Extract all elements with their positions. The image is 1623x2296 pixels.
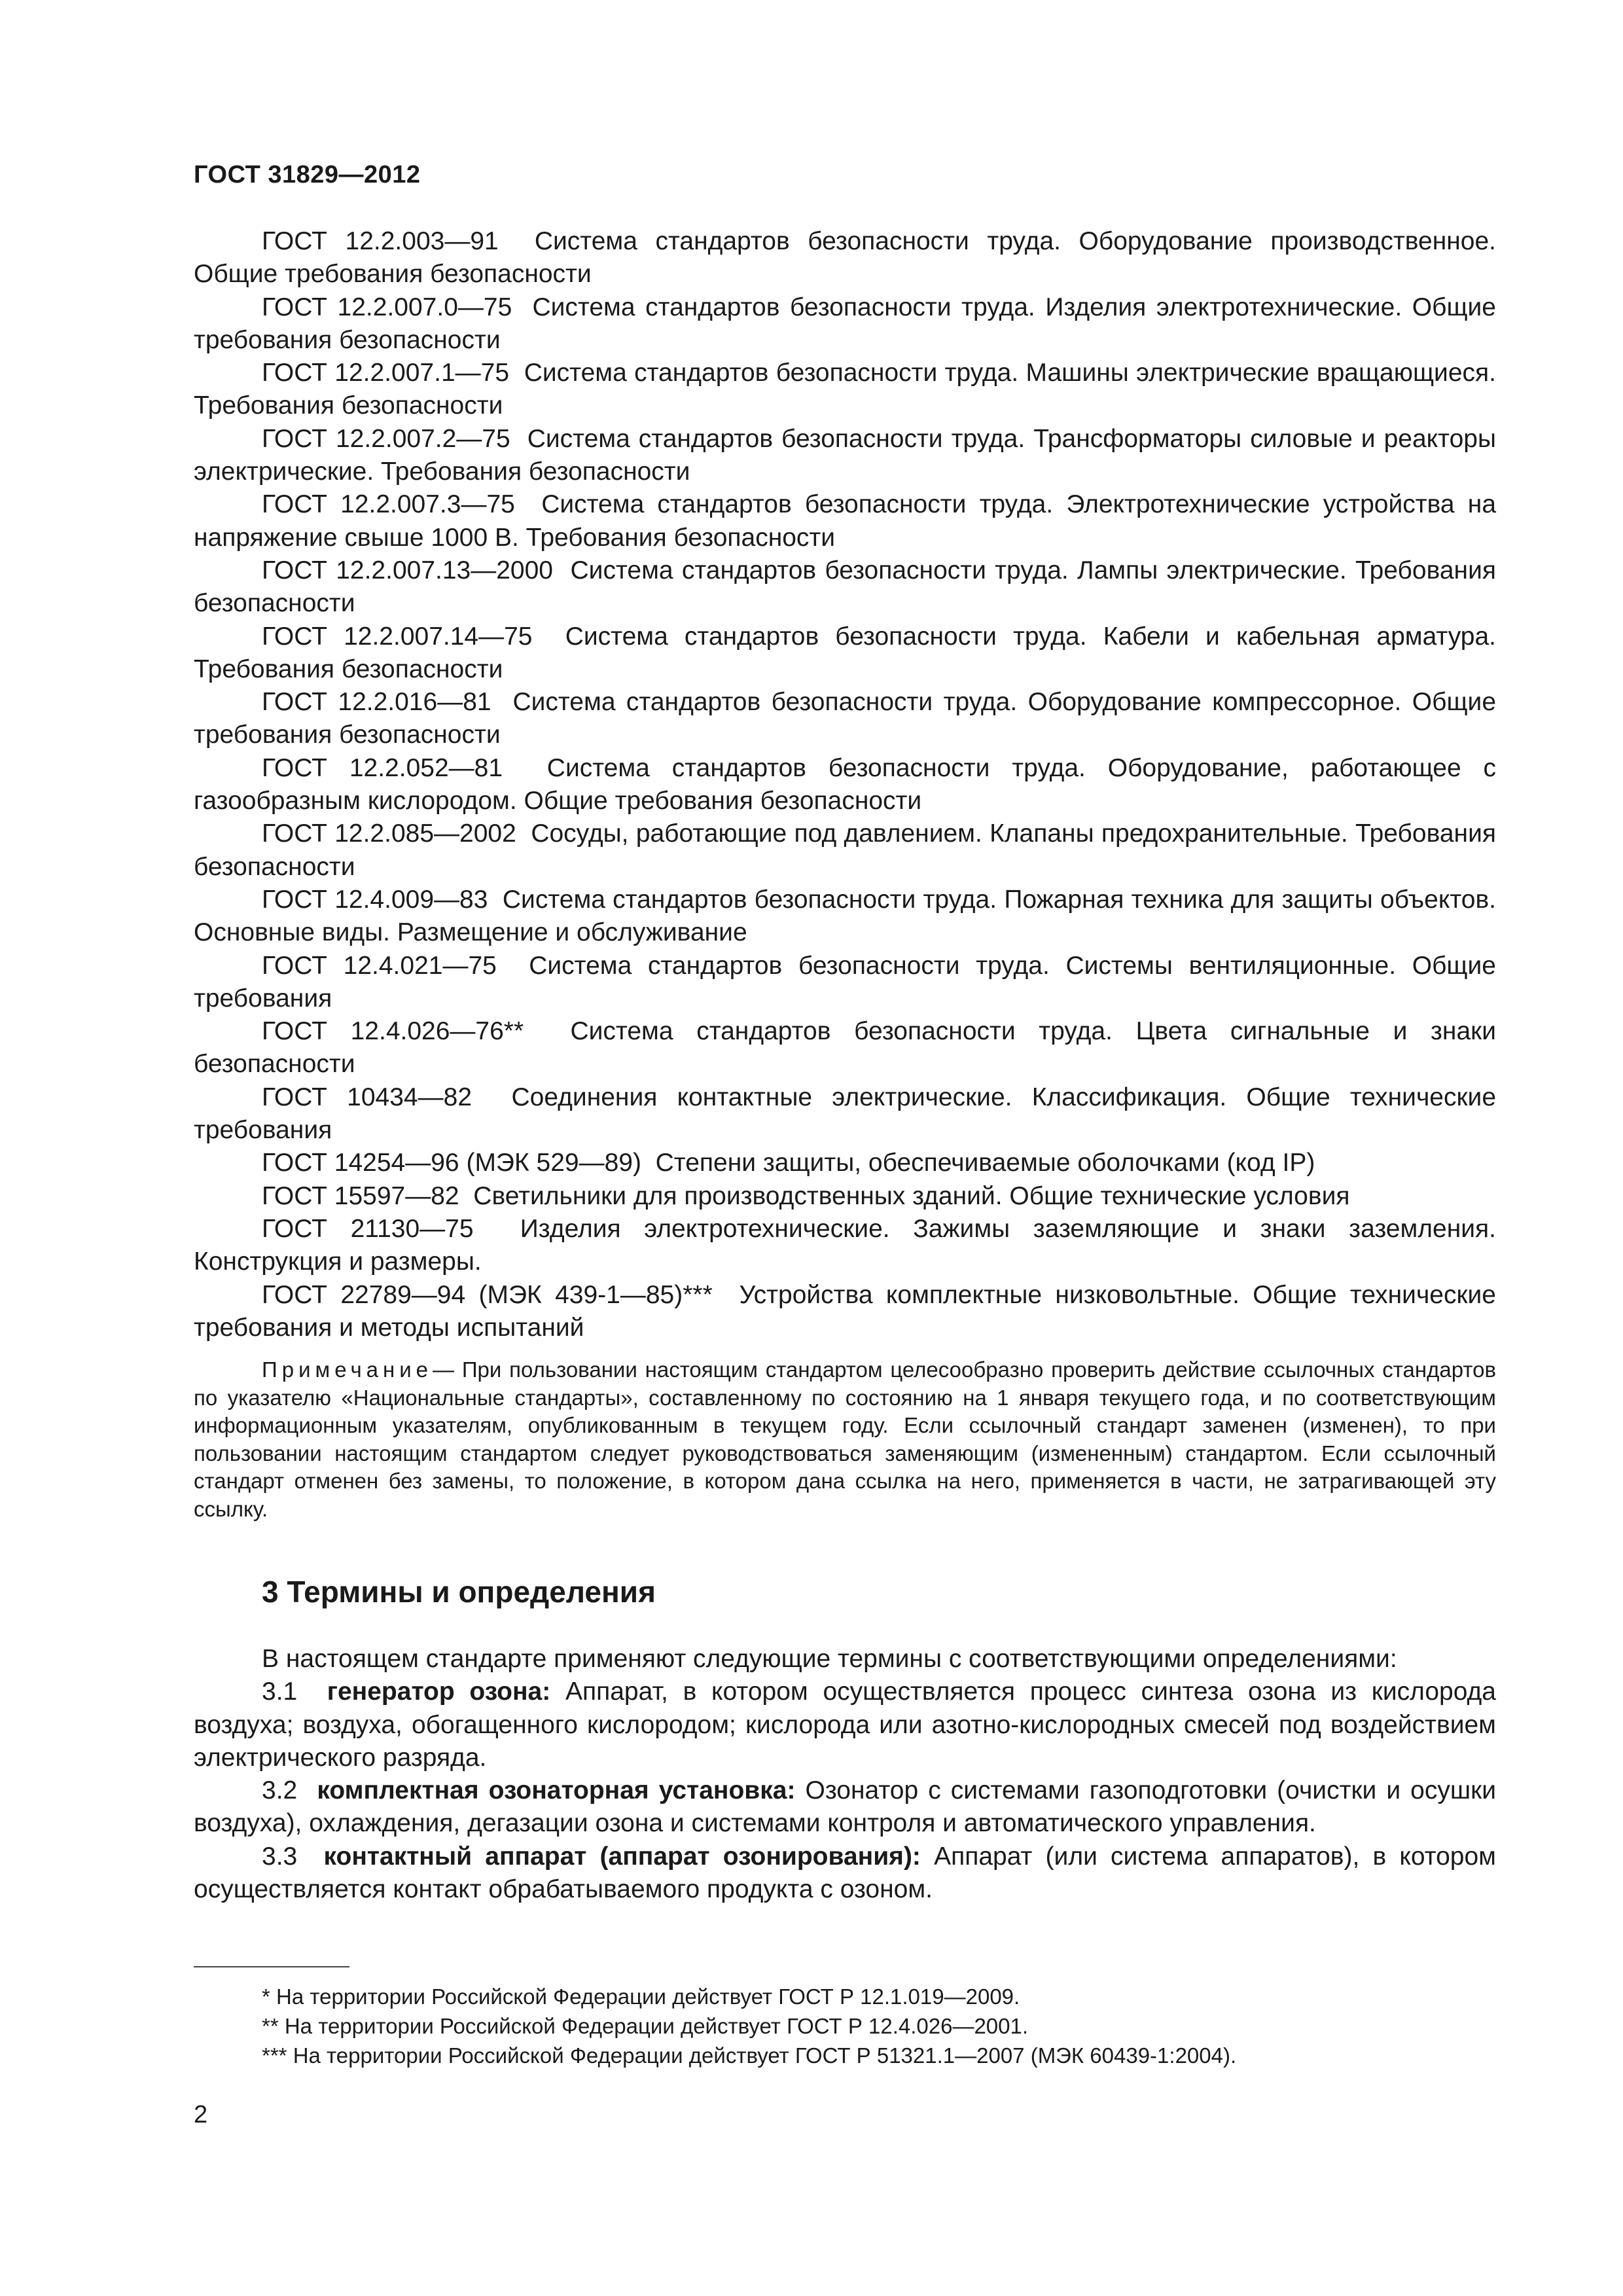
reference-title: Система стандартов безопасности труда. Машины электрические вращающиеся. Требования безопасности: [194, 359, 1496, 420]
reference-title: Соединения контактные электрические. Классификация. Общие технические требования: [194, 1083, 1497, 1145]
reference-code: ГОСТ 10434—82: [262, 1083, 473, 1111]
terms-definitions: [194, 1643, 1496, 1906]
term-name: комплектная озонаторная установка:: [317, 1776, 796, 1805]
reference-code: ГОСТ 21130—75: [262, 1214, 474, 1243]
reference-code: ГОСТ 12.2.016—81: [262, 688, 491, 717]
term-definition: Аппарат (или система аппаратов), в котором осуществляется контакт обрабатываемого продукта с озоном.: [194, 1842, 1496, 1904]
footnotes: [262, 1982, 1505, 2070]
reference-title: Система стандартов безопасности труда. Трансформаторы силовые и реакторы электрические. Требования безопасности: [194, 424, 1497, 486]
reference-item: [194, 357, 1496, 423]
term-number: 3.1: [262, 1677, 298, 1706]
reference-item: [194, 1213, 1496, 1279]
reference-code: ГОСТ 12.2.007.2—75: [262, 424, 510, 453]
reference-code: ГОСТ 12.2.007.3—75: [262, 490, 515, 519]
reference-title: Система стандартов безопасности труда. Оборудование компрессорное. Общие требования безопасности: [194, 688, 1497, 749]
reference-code: ГОСТ 12.2.007.0—75: [262, 293, 512, 321]
reference-title: Система стандартов безопасности труда. Оборудование производственное. Общие требования безопасности: [194, 227, 1496, 289]
section-heading: 3 Термины и определения: [262, 1575, 656, 1609]
reference-code: ГОСТ 12.2.007.13—2000: [262, 556, 553, 584]
term-entry: [194, 1840, 1496, 1907]
references-note: [194, 1356, 1496, 1524]
reference-title: Система стандартов безопасности труда. Цвета сигнальные и знаки безопасности: [194, 1017, 1496, 1079]
reference-code: ГОСТ 12.2.085—2002: [262, 819, 516, 848]
reference-item: [194, 1180, 1496, 1213]
reference-code: ГОСТ 12.2.007.1—75: [262, 359, 510, 387]
reference-item: [194, 423, 1496, 489]
term-entry: [194, 1774, 1496, 1840]
term-name: генератор озона:: [327, 1677, 551, 1706]
footnote-separator: [194, 1966, 349, 1967]
reference-item: [194, 1081, 1496, 1147]
reference-item: [194, 225, 1496, 291]
reference-item: [194, 950, 1496, 1016]
term-definition: Аппарат, в котором осуществляется процесс синтеза озона из кислорода воздуха; воздуха, обогащенного кислородом; кислорода или азотно-кислородных смесей под воздействием электрического разряда.: [194, 1677, 1496, 1772]
note-text: — При пользовании настоящим стандартом целесообразно проверить действие ссылочных стандартов по указателю «Национальные стандарты», составленному по состоянию на 1 января текущего года, и по соответствующим информационным указателям, опубликованным в текущем году. Если ссылочный стандарт заменен (изменен), то при пользовании настоящим стандартом следует руководствоваться заменяющим (измененным) стандартом. Если ссылочный стандарт отменен без замены, то положение, в котором дана ссылка на него, применяется в части, не затрагивающей эту ссылку.: [194, 1357, 1496, 1521]
reference-title: Система стандартов безопасности труда. Изделия электротехнические. Общие требования безопасности: [194, 293, 1497, 354]
reference-title: Сосуды, работающие под давлением. Клапаны предохранительные. Требования безопасности: [194, 819, 1496, 881]
reference-code: ГОСТ 15597—82: [262, 1181, 459, 1210]
footnote: ** На территории Российской Федерации действует ГОСТ Р 12.4.026—2001.: [262, 2014, 1029, 2038]
reference-code: ГОСТ 22789—94 (МЭК 439-1—85)***: [262, 1280, 713, 1309]
reference-title: Устройства комплектные низковольтные. Общие технические требования и методы испытаний: [194, 1280, 1497, 1342]
reference-code: ГОСТ 12.4.021—75: [262, 951, 497, 980]
reference-code: ГОСТ 14254—96 (МЭК 529—89): [262, 1149, 641, 1177]
reference-title: Система стандартов безопасности труда. Кабели и кабельная арматура. Требования безопасности: [194, 622, 1497, 683]
reference-title: Система стандартов безопасности труда. Лампы электрические. Требования безопасности: [194, 556, 1496, 618]
reference-item: [194, 884, 1496, 950]
reference-item: [194, 554, 1496, 620]
reference-item: [194, 817, 1496, 884]
footnote: * На территории Российской Федерации действует ГОСТ Р 12.1.019—2009.: [262, 1984, 1020, 2009]
reference-item: [194, 1279, 1496, 1345]
reference-item: [194, 620, 1496, 687]
note-label: Примечание: [262, 1357, 433, 1382]
term-name: контактный аппарат (аппарат озонирования):: [323, 1842, 921, 1871]
page-number: 2: [194, 2101, 208, 2128]
reference-item: [194, 1015, 1496, 1081]
reference-code: ГОСТ 12.2.003—91: [262, 227, 499, 255]
note-paragraph: [194, 1356, 1496, 1524]
term-definition: Озонатор с системами газоподготовки (очистки и осушки воздуха), охлаждения, дегазации озона и системами контроля и автоматического управления.: [194, 1776, 1496, 1838]
term-entry: [194, 1676, 1496, 1774]
reference-code: ГОСТ 12.4.009—83: [262, 885, 488, 914]
term-number: 3.3: [262, 1842, 298, 1871]
reference-item: [194, 291, 1496, 357]
reference-title: Степени защиты, обеспечиваемые оболочками (код IP): [655, 1149, 1315, 1177]
document-code-header: ГОСТ 31829—2012: [194, 161, 421, 188]
normative-references-list: [194, 225, 1496, 1344]
reference-item: [194, 488, 1496, 554]
reference-title: Система стандартов безопасности труда. Электротехнические устройства на напряжение свыше 1000 В. Требования безопасности: [194, 490, 1497, 552]
reference-code: ГОСТ 12.2.052—81: [262, 753, 503, 782]
reference-title: Система стандартов безопасности труда. Пожарная техника для защиты объектов. Основные виды. Размещение и обслуживание: [194, 885, 1497, 947]
reference-title: Светильники для производственных зданий. Общие технические условия: [473, 1181, 1350, 1210]
reference-code: ГОСТ 12.4.026—76**: [262, 1017, 524, 1046]
reference-item: [194, 1147, 1496, 1179]
reference-title: Система стандартов безопасности труда. Системы вентиляционные. Общие требования: [194, 951, 1496, 1013]
terms-intro: В настоящем стандарте применяют следующие термины с соответствующими определениями:: [262, 1645, 1397, 1673]
reference-item: [194, 752, 1496, 818]
reference-title: Изделия электротехнические. Зажимы заземляющие и знаки заземления. Конструкция и размеры.: [194, 1214, 1496, 1276]
term-number: 3.2: [262, 1776, 298, 1805]
reference-title: Система стандартов безопасности труда. Оборудование, работающее с газообразным кислородом. Общие требования безопасности: [194, 753, 1497, 816]
reference-code: ГОСТ 12.2.007.14—75: [262, 622, 533, 651]
reference-item: [194, 686, 1496, 752]
footnote: *** На территории Российской Федерации действует ГОСТ Р 51321.1—2007 (МЭК 60439-1:2004).: [262, 2043, 1237, 2068]
